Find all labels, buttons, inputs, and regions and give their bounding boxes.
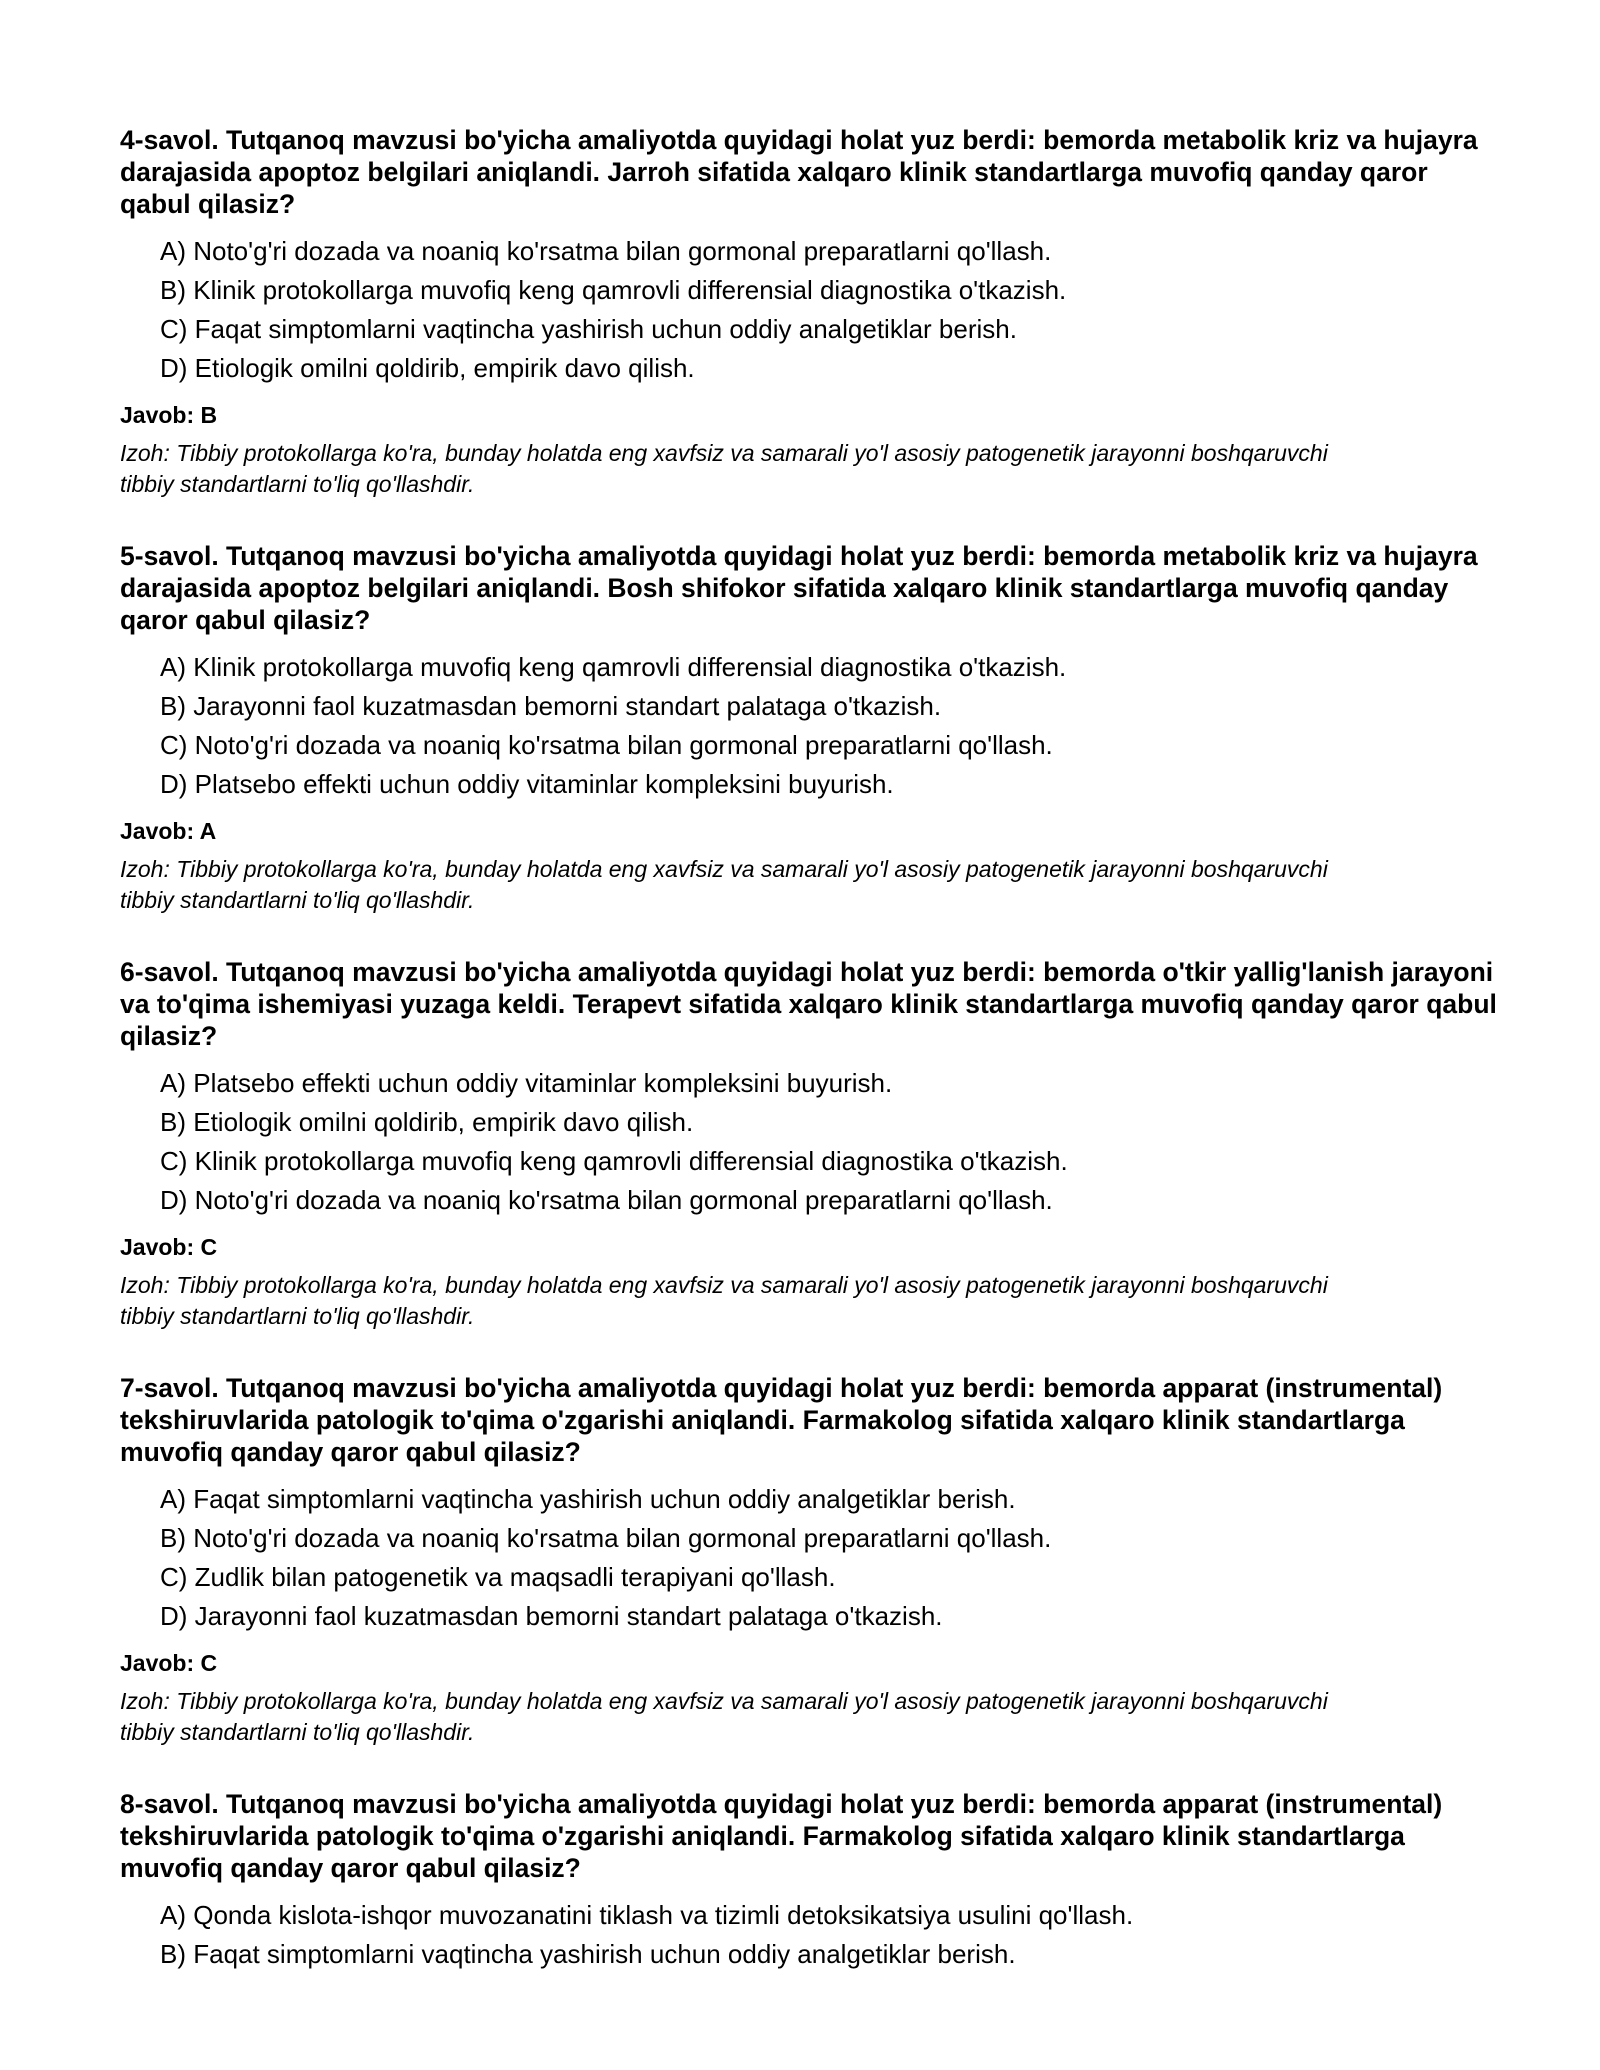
question-text: 4-savol. Tutqanoq mavzusi bo'yicha amaliyotda quyidagi holat yuz berdi: bemorda metabolik kriz va hujayra darajasida apoptoz belgilari aniqlandi. Jarroh sifatida xalqaro klinik standartlarga muvofiq qanday qaror qabul qilasiz? bbox=[120, 125, 1478, 219]
question-5 bbox=[120, 540, 1500, 916]
explanation-note: Izoh: Tibbiy protokollarga ko'ra, bunday holatda eng xavfsiz va samarali yo'l asosiy patogenetik jarayonni boshqaruvchi tibbiy standartlarni to'liq qo'llashdir. bbox=[120, 1688, 1328, 1745]
option-d: D) Platsebo effekti uchun oddiy vitaminlar kompleksini buyurish. bbox=[160, 769, 894, 799]
option-c: C) Noto'g'ri dozada va noaniq ko'rsatma bilan gormonal preparatlarni qo'llash. bbox=[160, 730, 1053, 760]
explanation-note: Izoh: Tibbiy protokollarga ko'ra, bunday holatda eng xavfsiz va samarali yo'l asosiy patogenetik jarayonni boshqaruvchi tibbiy standartlarni to'liq qo'llashdir. bbox=[120, 440, 1328, 497]
question-text: 8-savol. Tutqanoq mavzusi bo'yicha amaliyotda quyidagi holat yuz berdi: bemorda apparat (instrumental) tekshiruvlarida patologik to'qima o'zgarishi aniqlandi. Farmakolog sifatida xalqaro klinik standartlarga muvofiq qanday qaror qabul qilasiz? bbox=[120, 1789, 1443, 1883]
question-text: 5-savol. Tutqanoq mavzusi bo'yicha amaliyotda quyidagi holat yuz berdi: bemorda metabolik kriz va hujayra darajasida apoptoz belgilari aniqlandi. Bosh shifokor sifatida xalqaro klinik standartlarga muvofiq qanday qaror qabul qilasiz? bbox=[120, 541, 1478, 635]
option-list bbox=[120, 232, 1500, 388]
answer-label: Javob: C bbox=[120, 1650, 218, 1676]
option-a: A) Klinik protokollarga muvofiq keng qamrovli differensial diagnostika o'tkazish. bbox=[160, 652, 1067, 682]
question-7 bbox=[120, 1372, 1500, 1748]
question-4 bbox=[120, 124, 1500, 500]
option-d: D) Etiologik omilni qoldirib, empirik davo qilish. bbox=[160, 353, 695, 383]
answer-label: Javob: C bbox=[120, 1234, 218, 1260]
option-b: B) Jarayonni faol kuzatmasdan bemorni standart palataga o'tkazish. bbox=[160, 691, 942, 721]
option-a: A) Platsebo effekti uchun oddiy vitaminlar kompleksini buyurish. bbox=[160, 1068, 893, 1098]
option-b: B) Faqat simptomlarni vaqtincha yashirish uchun oddiy analgetiklar berish. bbox=[160, 1939, 1016, 1969]
option-b: B) Noto'g'ri dozada va noaniq ko'rsatma bilan gormonal preparatlarni qo'llash. bbox=[160, 1523, 1052, 1553]
option-b: B) Klinik protokollarga muvofiq keng qamrovli differensial diagnostika o'tkazish. bbox=[160, 275, 1067, 305]
option-c: C) Klinik protokollarga muvofiq keng qamrovli differensial diagnostika o'tkazish. bbox=[160, 1146, 1068, 1176]
question-8 bbox=[120, 1788, 1500, 1974]
option-a: A) Faqat simptomlarni vaqtincha yashirish uchun oddiy analgetiklar berish. bbox=[160, 1484, 1016, 1514]
option-list bbox=[120, 648, 1500, 804]
question-text: 6-savol. Tutqanoq mavzusi bo'yicha amaliyotda quyidagi holat yuz berdi: bemorda o'tkir yallig'lanish jarayoni va to'qima ishemiyasi yuzaga keldi. Terapevt sifatida xalqaro klinik standartlarga muvofiq qanday qaror qabul qilasiz? bbox=[120, 957, 1497, 1051]
question-6 bbox=[120, 956, 1500, 1332]
explanation-note: Izoh: Tibbiy protokollarga ko'ra, bunday holatda eng xavfsiz va samarali yo'l asosiy patogenetik jarayonni boshqaruvchi tibbiy standartlarni to'liq qo'llashdir. bbox=[120, 1272, 1328, 1329]
option-list bbox=[120, 1896, 1500, 1974]
option-b: B) Etiologik omilni qoldirib, empirik davo qilish. bbox=[160, 1107, 694, 1137]
explanation-note: Izoh: Tibbiy protokollarga ko'ra, bunday holatda eng xavfsiz va samarali yo'l asosiy patogenetik jarayonni boshqaruvchi tibbiy standartlarni to'liq qo'llashdir. bbox=[120, 856, 1328, 913]
answer-label: Javob: A bbox=[120, 818, 217, 844]
option-d: D) Noto'g'ri dozada va noaniq ko'rsatma bilan gormonal preparatlarni qo'llash. bbox=[160, 1185, 1053, 1215]
option-d: D) Jarayonni faol kuzatmasdan bemorni standart palataga o'tkazish. bbox=[160, 1601, 943, 1631]
option-a: A) Qonda kislota-ishqor muvozanatini tiklash va tizimli detoksikatsiya usulini qo'llash. bbox=[160, 1900, 1134, 1930]
option-list bbox=[120, 1064, 1500, 1220]
question-text: 7-savol. Tutqanoq mavzusi bo'yicha amaliyotda quyidagi holat yuz berdi: bemorda apparat (instrumental) tekshiruvlarida patologik to'qima o'zgarishi aniqlandi. Farmakolog sifatida xalqaro klinik standartlarga muvofiq qanday qaror qabul qilasiz? bbox=[120, 1373, 1443, 1467]
option-c: C) Faqat simptomlarni vaqtincha yashirish uchun oddiy analgetiklar berish. bbox=[160, 314, 1017, 344]
answer-label: Javob: B bbox=[120, 402, 218, 428]
option-a: A) Noto'g'ri dozada va noaniq ko'rsatma bilan gormonal preparatlarni qo'llash. bbox=[160, 236, 1052, 266]
option-c: C) Zudlik bilan patogenetik va maqsadli terapiyani qo'llash. bbox=[160, 1562, 836, 1592]
option-list bbox=[120, 1480, 1500, 1636]
